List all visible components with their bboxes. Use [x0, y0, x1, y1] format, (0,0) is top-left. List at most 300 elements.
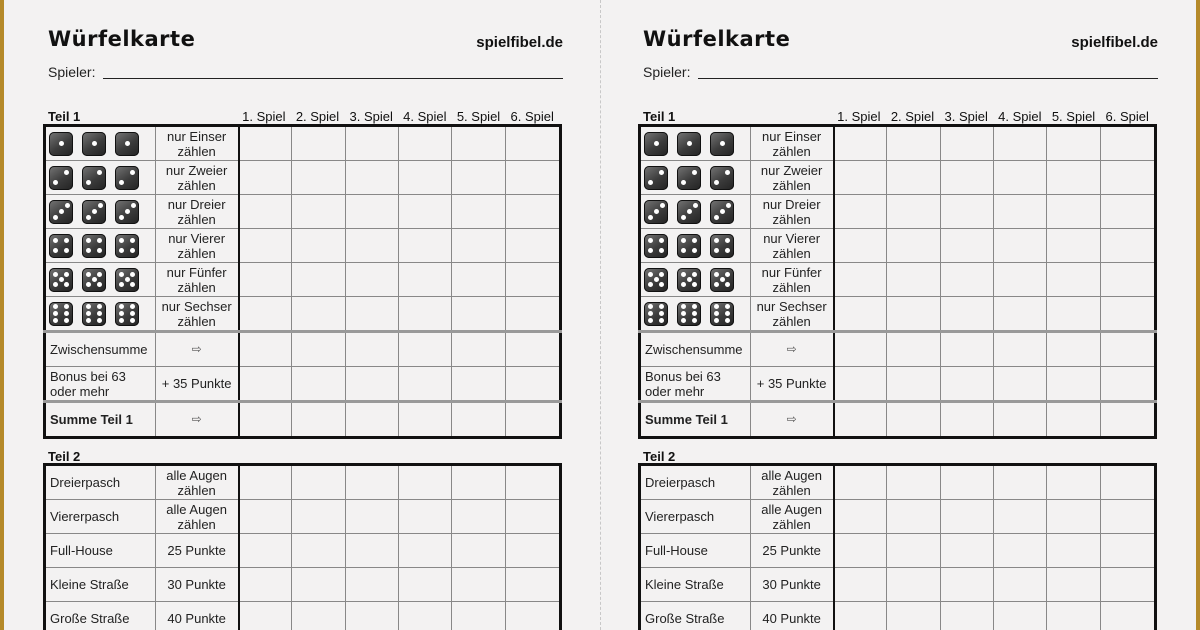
score-cell[interactable]	[399, 500, 452, 534]
score-cell[interactable]	[345, 332, 398, 367]
pip	[659, 170, 664, 175]
score-cell[interactable]	[887, 367, 940, 402]
score-cell[interactable]	[239, 229, 292, 263]
score-cell[interactable]	[292, 500, 345, 534]
score-cell[interactable]	[887, 568, 940, 602]
row-label: Viererpasch	[45, 500, 156, 534]
pip	[648, 248, 653, 253]
pip	[86, 248, 91, 253]
die-face-1-icon	[710, 132, 734, 156]
score-cell[interactable]	[399, 402, 452, 438]
score-cell[interactable]	[292, 367, 345, 402]
score-cell[interactable]	[994, 195, 1047, 229]
die-face-1-icon	[82, 132, 106, 156]
pip	[714, 238, 719, 243]
score-cell[interactable]	[505, 195, 560, 229]
score-cell[interactable]	[292, 126, 345, 161]
pip	[92, 141, 97, 146]
score-cell[interactable]	[1047, 465, 1100, 500]
score-cell[interactable]	[994, 126, 1047, 161]
pip	[119, 180, 124, 185]
pip	[681, 304, 686, 309]
score-cell[interactable]	[452, 195, 505, 229]
row-label: Zwischensumme	[45, 332, 156, 367]
score-cell[interactable]	[452, 367, 505, 402]
pip	[53, 304, 58, 309]
pip	[53, 282, 58, 287]
player-name-line[interactable]	[698, 78, 1158, 79]
score-cell[interactable]	[239, 534, 292, 568]
score-cell[interactable]	[940, 332, 993, 367]
die-face-5-icon	[644, 268, 668, 292]
pip	[725, 318, 730, 323]
score-cell[interactable]	[292, 263, 345, 297]
row-description: nur Vierer zählen	[155, 229, 238, 263]
pip	[714, 282, 719, 287]
table-row	[640, 297, 1156, 332]
score-cell[interactable]	[452, 500, 505, 534]
score-cell[interactable]	[345, 500, 398, 534]
game-header: 6. Spiel	[1105, 109, 1149, 124]
row-description: 25 Punkte	[155, 534, 238, 568]
pip	[692, 238, 697, 243]
game-header: 1. Spiel	[837, 109, 881, 124]
score-cell[interactable]	[239, 297, 292, 332]
pip	[64, 318, 69, 323]
score-cell[interactable]	[452, 402, 505, 438]
score-cell[interactable]	[505, 465, 560, 500]
score-cell[interactable]	[399, 367, 452, 402]
die-face-2-icon	[677, 166, 701, 190]
score-cell[interactable]	[940, 229, 993, 263]
score-cell[interactable]	[1100, 297, 1155, 332]
score-cell[interactable]	[887, 602, 940, 630]
score-cell[interactable]	[887, 126, 940, 161]
pip	[86, 272, 91, 277]
score-cell[interactable]	[505, 229, 560, 263]
game-header: 6. Spiel	[510, 109, 554, 124]
score-cell[interactable]	[1047, 602, 1100, 630]
pip	[130, 248, 135, 253]
score-cell[interactable]	[345, 367, 398, 402]
pip	[660, 203, 665, 208]
score-cell[interactable]	[399, 263, 452, 297]
dice-cell	[640, 195, 751, 229]
scorecard-sheet	[4, 0, 1196, 630]
pip	[681, 248, 686, 253]
score-cell[interactable]	[940, 402, 993, 438]
score-cell[interactable]	[452, 229, 505, 263]
score-cell[interactable]	[505, 367, 560, 402]
pip	[725, 304, 730, 309]
row-label: Bonus bei 63 oder mehr	[640, 367, 751, 402]
score-cell[interactable]	[834, 367, 887, 402]
player-label: Spieler:	[643, 64, 691, 80]
dice-cell	[45, 229, 156, 263]
pip	[692, 272, 697, 277]
score-cell[interactable]	[834, 126, 887, 161]
score-cell[interactable]	[345, 402, 398, 438]
score-cell[interactable]	[452, 126, 505, 161]
score-table-part2	[638, 463, 1157, 630]
pip	[119, 248, 124, 253]
row-description: ⇨	[155, 332, 238, 367]
score-cell[interactable]	[292, 332, 345, 367]
score-cell[interactable]	[399, 126, 452, 161]
score-cell[interactable]	[292, 297, 345, 332]
table-row	[45, 602, 561, 630]
score-cell[interactable]	[292, 534, 345, 568]
score-cell[interactable]	[1047, 534, 1100, 568]
score-cell[interactable]	[292, 402, 345, 438]
row-label: Große Straße	[45, 602, 156, 630]
score-cell[interactable]	[834, 534, 887, 568]
score-cell[interactable]	[239, 161, 292, 195]
pip	[681, 180, 686, 185]
score-cell[interactable]	[940, 500, 993, 534]
score-cell[interactable]	[292, 229, 345, 263]
table-row	[640, 534, 1156, 568]
pip	[86, 215, 91, 220]
score-cell[interactable]	[1100, 568, 1155, 602]
score-cell[interactable]	[940, 126, 993, 161]
pip	[648, 318, 653, 323]
score-cell[interactable]	[940, 195, 993, 229]
score-cell[interactable]	[452, 602, 505, 630]
score-cell[interactable]	[452, 297, 505, 332]
pip	[681, 215, 686, 220]
pip	[92, 277, 97, 282]
card-title: Würfelkarte	[643, 27, 791, 51]
score-cell[interactable]	[292, 195, 345, 229]
score-cell[interactable]	[1100, 367, 1155, 402]
score-cell[interactable]	[994, 332, 1047, 367]
dice-group	[644, 268, 750, 292]
score-cell[interactable]	[345, 297, 398, 332]
pip	[648, 238, 653, 243]
score-cell[interactable]	[994, 161, 1047, 195]
die-face-5-icon	[49, 268, 73, 292]
pip	[659, 318, 664, 323]
die-face-4-icon	[644, 234, 668, 258]
score-cell[interactable]	[1100, 402, 1155, 438]
score-cell[interactable]	[940, 602, 993, 630]
score-cell[interactable]	[994, 297, 1047, 332]
game-header: 2. Spiel	[295, 109, 340, 124]
score-cell[interactable]	[940, 263, 993, 297]
row-label: Viererpasch	[640, 500, 751, 534]
score-cell[interactable]	[940, 465, 993, 500]
score-cell[interactable]	[239, 402, 292, 438]
score-cell[interactable]	[292, 602, 345, 630]
score-cell[interactable]	[239, 367, 292, 402]
score-cell[interactable]	[1047, 332, 1100, 367]
die-face-4-icon	[115, 234, 139, 258]
row-label: Dreierpasch	[45, 465, 156, 500]
pip	[86, 238, 91, 243]
game-column-headers	[832, 109, 1154, 124]
score-cell[interactable]	[834, 602, 887, 630]
row-label: Kleine Straße	[640, 568, 751, 602]
die-face-6-icon	[644, 302, 668, 326]
game-header: 5. Spiel	[456, 109, 501, 124]
score-cell[interactable]	[452, 161, 505, 195]
row-description: nur Sechser zählen	[155, 297, 238, 332]
score-cell[interactable]	[292, 568, 345, 602]
score-cell[interactable]	[239, 332, 292, 367]
score-cell[interactable]	[994, 465, 1047, 500]
score-cell[interactable]	[239, 568, 292, 602]
score-cell[interactable]	[887, 229, 940, 263]
pip	[726, 203, 731, 208]
dice-cell	[45, 126, 156, 161]
pip	[654, 141, 659, 146]
score-cell[interactable]	[345, 465, 398, 500]
score-cell[interactable]	[452, 534, 505, 568]
score-cell[interactable]	[887, 195, 940, 229]
score-cell[interactable]	[1100, 161, 1155, 195]
score-cell[interactable]	[1047, 297, 1100, 332]
die-face-3-icon	[710, 200, 734, 224]
score-cell[interactable]	[887, 465, 940, 500]
pip	[125, 209, 130, 214]
pip	[687, 277, 692, 282]
score-cell[interactable]	[505, 297, 560, 332]
score-cell[interactable]	[994, 402, 1047, 438]
dice-cell	[640, 126, 751, 161]
score-cell[interactable]	[1100, 263, 1155, 297]
score-cell[interactable]	[345, 161, 398, 195]
pip	[97, 282, 102, 287]
pip	[92, 209, 97, 214]
pip	[86, 180, 91, 185]
score-cell[interactable]	[994, 500, 1047, 534]
score-cell[interactable]	[345, 229, 398, 263]
table-row	[45, 161, 561, 195]
row-label: Full-House	[640, 534, 751, 568]
pip	[654, 209, 659, 214]
score-cell[interactable]	[1047, 161, 1100, 195]
score-cell[interactable]	[1100, 126, 1155, 161]
score-cell[interactable]	[1047, 195, 1100, 229]
die-face-3-icon	[115, 200, 139, 224]
summary-row	[45, 332, 561, 367]
score-cell[interactable]	[292, 465, 345, 500]
score-cell[interactable]	[452, 465, 505, 500]
row-description: ⇨	[155, 402, 238, 438]
pip	[119, 318, 124, 323]
score-cell[interactable]	[994, 534, 1047, 568]
score-cell[interactable]	[505, 126, 560, 161]
dice-group	[49, 200, 155, 224]
score-cell[interactable]	[345, 263, 398, 297]
score-cell[interactable]	[239, 602, 292, 630]
score-cell[interactable]	[834, 297, 887, 332]
pip	[681, 282, 686, 287]
score-cell[interactable]	[399, 332, 452, 367]
row-description: 40 Punkte	[155, 602, 238, 630]
die-face-4-icon	[710, 234, 734, 258]
score-cell[interactable]	[1100, 465, 1155, 500]
table-row	[640, 161, 1156, 195]
score-cell[interactable]	[834, 500, 887, 534]
game-header: 1. Spiel	[242, 109, 286, 124]
pip	[654, 277, 659, 282]
score-cell[interactable]	[505, 534, 560, 568]
section-label-part2: Teil 2	[48, 449, 81, 464]
score-cell[interactable]	[399, 195, 452, 229]
game-header: 3. Spiel	[944, 109, 988, 124]
score-cell[interactable]	[239, 126, 292, 161]
row-description: nur Zweier zählen	[155, 161, 238, 195]
score-cell[interactable]	[1047, 367, 1100, 402]
pip	[130, 238, 135, 243]
score-cell[interactable]	[505, 602, 560, 630]
score-cell[interactable]	[239, 263, 292, 297]
score-cell[interactable]	[887, 500, 940, 534]
score-cell[interactable]	[834, 161, 887, 195]
score-cell[interactable]	[239, 465, 292, 500]
score-cell[interactable]	[399, 568, 452, 602]
score-cell[interactable]	[940, 161, 993, 195]
score-cell[interactable]	[452, 332, 505, 367]
score-cell[interactable]	[834, 402, 887, 438]
score-cell[interactable]	[834, 332, 887, 367]
pip	[725, 311, 730, 316]
section-label-part1: Teil 1	[643, 109, 676, 124]
score-cell[interactable]	[834, 229, 887, 263]
score-cell[interactable]	[1047, 263, 1100, 297]
table-row	[45, 534, 561, 568]
score-cell[interactable]	[399, 465, 452, 500]
score-cell[interactable]	[345, 534, 398, 568]
score-cell[interactable]	[994, 568, 1047, 602]
score-cell[interactable]	[834, 568, 887, 602]
die-face-1-icon	[49, 132, 73, 156]
score-cell[interactable]	[1100, 602, 1155, 630]
score-cell[interactable]	[1100, 229, 1155, 263]
row-description: nur Dreier zählen	[155, 195, 238, 229]
table-row	[45, 500, 561, 534]
row-label: Kleine Straße	[45, 568, 156, 602]
pip	[692, 282, 697, 287]
row-label: Summe Teil 1	[640, 402, 751, 438]
pip	[725, 238, 730, 243]
score-cell[interactable]	[399, 161, 452, 195]
pip	[86, 318, 91, 323]
score-cell[interactable]	[399, 297, 452, 332]
score-cell[interactable]	[834, 195, 887, 229]
pip	[692, 318, 697, 323]
score-cell[interactable]	[505, 332, 560, 367]
pip	[97, 311, 102, 316]
table-row	[640, 602, 1156, 630]
score-cell[interactable]	[345, 602, 398, 630]
die-face-5-icon	[677, 268, 701, 292]
score-cell[interactable]	[887, 332, 940, 367]
score-cell[interactable]	[940, 568, 993, 602]
row-description: nur Einser zählen	[750, 126, 833, 161]
pip	[130, 170, 135, 175]
score-cell[interactable]	[505, 263, 560, 297]
score-cell[interactable]	[834, 263, 887, 297]
row-description: nur Dreier zählen	[750, 195, 833, 229]
score-cell[interactable]	[887, 402, 940, 438]
pip	[648, 215, 653, 220]
pip	[725, 282, 730, 287]
score-cell[interactable]	[239, 500, 292, 534]
table-row	[45, 297, 561, 332]
score-cell[interactable]	[345, 195, 398, 229]
score-cell[interactable]	[1047, 126, 1100, 161]
pip	[59, 277, 64, 282]
score-cell[interactable]	[1047, 568, 1100, 602]
score-cell[interactable]	[505, 500, 560, 534]
dice-group	[644, 200, 750, 224]
score-cell[interactable]	[940, 297, 993, 332]
score-cell[interactable]	[1100, 534, 1155, 568]
score-cell[interactable]	[505, 568, 560, 602]
score-cell[interactable]	[994, 367, 1047, 402]
score-cell[interactable]	[452, 263, 505, 297]
score-cell[interactable]	[887, 534, 940, 568]
dice-group	[49, 302, 155, 326]
die-face-6-icon	[82, 302, 106, 326]
card-title: Würfelkarte	[48, 27, 196, 51]
score-cell[interactable]	[399, 602, 452, 630]
score-cell[interactable]	[292, 161, 345, 195]
score-cell[interactable]	[887, 161, 940, 195]
table-row	[640, 263, 1156, 297]
score-cell[interactable]	[399, 534, 452, 568]
pip	[687, 209, 692, 214]
score-cell[interactable]	[505, 402, 560, 438]
player-name-line[interactable]	[103, 78, 563, 79]
score-cell[interactable]	[1047, 500, 1100, 534]
pip	[130, 311, 135, 316]
game-header: 5. Spiel	[1051, 109, 1096, 124]
score-cell[interactable]	[452, 568, 505, 602]
score-cell[interactable]	[887, 297, 940, 332]
score-cell[interactable]	[1047, 402, 1100, 438]
score-cell[interactable]	[399, 229, 452, 263]
score-cell[interactable]	[940, 367, 993, 402]
score-cell[interactable]	[940, 534, 993, 568]
score-cell[interactable]	[1100, 195, 1155, 229]
score-cell[interactable]	[834, 465, 887, 500]
score-cell[interactable]	[1047, 229, 1100, 263]
die-face-6-icon	[677, 302, 701, 326]
score-cell[interactable]	[239, 195, 292, 229]
score-cell[interactable]	[505, 161, 560, 195]
dice-group	[644, 234, 750, 258]
pip	[125, 277, 130, 282]
row-description: nur Sechser zählen	[750, 297, 833, 332]
summary-row	[640, 332, 1156, 367]
score-cell[interactable]	[887, 263, 940, 297]
score-cell[interactable]	[994, 229, 1047, 263]
score-cell[interactable]	[345, 568, 398, 602]
score-cell[interactable]	[994, 263, 1047, 297]
score-cell[interactable]	[1100, 500, 1155, 534]
score-cell[interactable]	[345, 126, 398, 161]
table-row	[640, 568, 1156, 602]
pip	[130, 282, 135, 287]
score-cell[interactable]	[1100, 332, 1155, 367]
pip	[687, 141, 692, 146]
pip	[659, 282, 664, 287]
score-cell[interactable]	[994, 602, 1047, 630]
